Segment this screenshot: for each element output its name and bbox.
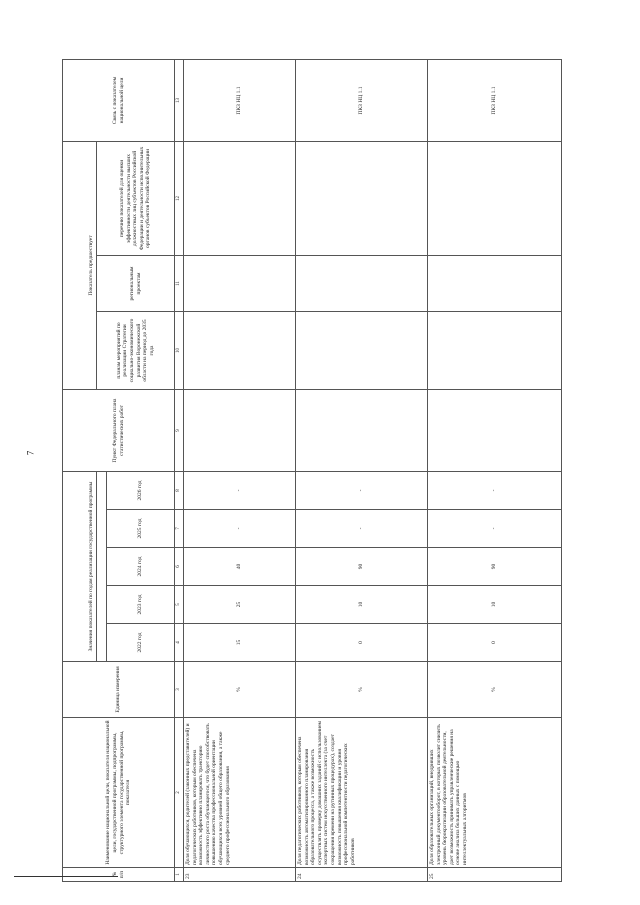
- row-value-2025: -: [428, 510, 562, 548]
- row-num: 25: [428, 868, 562, 882]
- header-row-1: [63, 59, 97, 881]
- table-row: [428, 59, 562, 881]
- col-number: 1: [175, 868, 184, 882]
- row-value-2025: -: [184, 510, 296, 548]
- header-num: № п/п: [63, 868, 175, 882]
- row-fedplan: [296, 389, 428, 471]
- row-link: ПКЗ НЦ 1.1: [296, 59, 428, 141]
- col-number: 2: [175, 718, 184, 868]
- header-year-2022: 2022 год: [107, 624, 175, 662]
- table-row: [296, 59, 428, 881]
- row-value-2022: 15: [184, 624, 296, 662]
- footnote-separator: [14, 876, 118, 877]
- table-row: [184, 59, 296, 881]
- row-link: ПКЗ НЦ 1.1: [428, 59, 562, 141]
- row-value-2023: 25: [184, 586, 296, 624]
- row-regional: [184, 255, 296, 311]
- header-unit: Единица измерения: [63, 662, 175, 718]
- row-num: 23: [184, 868, 296, 882]
- header-values-group: Значения показателей по годам реализации государственной программы: [63, 471, 97, 661]
- row-fedplan: [428, 389, 562, 471]
- row-value-2023: 10: [428, 586, 562, 624]
- header-fedplan: Пункт Федерального плана статистических работ: [63, 389, 175, 471]
- row-value-2024: 90: [296, 548, 428, 586]
- row-regional: [428, 255, 562, 311]
- header-year-2023: 2023 год: [107, 586, 175, 624]
- row-value-2025: -: [296, 510, 428, 548]
- row-plan: [184, 311, 296, 389]
- col-number: 11: [175, 255, 184, 311]
- column-number-row: [175, 59, 184, 881]
- row-name: Доля образовательных организаций, внедривших электронный документооборот, в которых позволит снизить уровень бюрократизации образовательной деятельности, дает возможность принимать управленческие решения на основе анализа больших данных с помощью интеллектуальных алгоритмов: [428, 718, 562, 868]
- col-number: 4: [175, 624, 184, 662]
- header-predecessor-group: Показатель предшествует: [63, 141, 97, 389]
- row-link: ПКЗ НЦ 1.1: [184, 59, 296, 141]
- header-year-2026: 2026 год: [107, 471, 175, 509]
- col-number: 7: [175, 510, 184, 548]
- row-plan: [428, 311, 562, 389]
- col-number: 12: [175, 141, 184, 255]
- col-number: 10: [175, 311, 184, 389]
- row-value-2024: 90: [428, 548, 562, 586]
- col-number: 6: [175, 548, 184, 586]
- header-regional: региональным проектам: [97, 255, 175, 311]
- row-value-2022: 0: [296, 624, 428, 662]
- page-number: 7: [25, 450, 36, 456]
- row-value-2022: 0: [428, 624, 562, 662]
- header-plan: планам мероприятий по реализации Стратегии социально-экономического развития Воронежской области на период до 2035 года: [97, 311, 175, 389]
- row-value-2023: 10: [296, 586, 428, 624]
- row-unit: %: [296, 662, 428, 718]
- header-year-2025: 2025 год: [107, 510, 175, 548]
- col-number: 3: [175, 662, 184, 718]
- row-list: [184, 141, 296, 255]
- col-number: 8: [175, 471, 184, 509]
- row-list: [296, 141, 428, 255]
- row-value-2024: 40: [184, 548, 296, 586]
- header-values-spacer: [97, 471, 107, 661]
- header-name: Наименование национальной цели, показателя национальной цели, государственной программы, подпрограммы, структурного элемента государственной программы, показателя: [63, 718, 175, 868]
- header-link: Связь с показателем национальной цели: [63, 59, 175, 141]
- row-num: 24: [296, 868, 428, 882]
- row-name: Доля педагогических работников, которым обеспечена возможность автоматизированного планирования образовательного процесса, а также возможность осуществлять проверку домашних заданий с использованием экспертных систем искусственного интеллекта (за счет сокращения времени на рутинных процедурах), создает возможность повышения квалификации и уровня профессиональной компетентности педагогических работников: [296, 718, 428, 868]
- row-fedplan: [184, 389, 296, 471]
- row-name: Доля обучающихся, родителей (законных представителей) и педагогических работников, которым обеспечена возможность эффективно планировать траекторию личностного роста обучающегося, что будет способствовать повышению качества профессиональной ориентации обучающихся всех уровней общего образования, а также среднего профессионального образования: [184, 718, 296, 868]
- rotated-table-container: [62, 60, 560, 882]
- header-list: перечню показателей для оценки эффективности деятельности высших должностных лиц субъектов Российской Федерации и деятельности исполнительных органов субъектов Российской Федерации: [97, 141, 175, 255]
- row-value-2026: -: [184, 471, 296, 509]
- row-unit: %: [184, 662, 296, 718]
- row-value-2026: -: [296, 471, 428, 509]
- row-value-2026: -: [428, 471, 562, 509]
- row-plan: [296, 311, 428, 389]
- header-year-2024: 2024 год: [107, 548, 175, 586]
- row-regional: [296, 255, 428, 311]
- indicators-table: [62, 59, 562, 882]
- col-number: 9: [175, 389, 184, 471]
- row-unit: %: [428, 662, 562, 718]
- col-number: 13: [175, 59, 184, 141]
- col-number: 5: [175, 586, 184, 624]
- row-list: [428, 141, 562, 255]
